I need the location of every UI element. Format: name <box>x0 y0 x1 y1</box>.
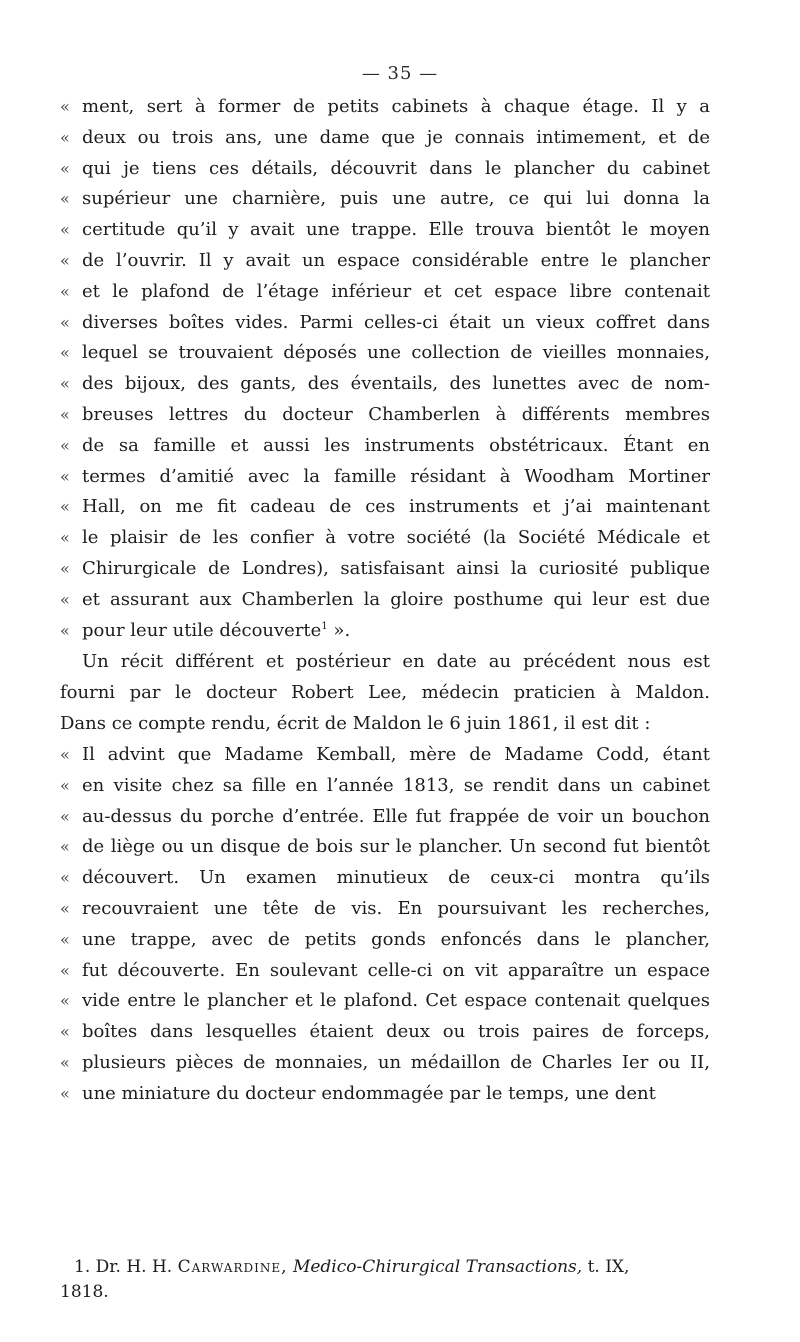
footnote-journal: Medico-Chirurgical Transactions, <box>292 1257 583 1277</box>
body-paragraph <box>60 647 710 739</box>
line-text: une miniature du docteur endommagée par le temps, une dent <box>82 1082 656 1104</box>
quote-mark: « <box>60 127 70 147</box>
quote2-line <box>60 740 710 771</box>
line-text: découvert. Un examen minutieux de ceux-ci montra qu’ils <box>82 867 710 889</box>
quote2-line <box>60 771 710 802</box>
footnote-number: 1. <box>74 1257 91 1277</box>
quote1-line <box>60 431 710 462</box>
line-text: le plaisir de les confier à votre société (la Société Médicale et <box>82 527 710 549</box>
quote1-line <box>60 154 710 185</box>
quote-mark: « <box>60 281 70 301</box>
quote1-line <box>60 585 710 616</box>
line-text: pour leur utile découverte$^1$ ». <box>82 619 351 641</box>
paragraph-line <box>60 709 710 740</box>
line-text: plusieurs pièces de monnaies, un médaillon de Charles Ier ou II, <box>82 1051 710 1073</box>
quote1-line <box>60 246 710 277</box>
line-text: de liège ou un disque de bois sur le plancher. Un second fut bientôt <box>82 836 710 858</box>
footnote-volume: t. IX, <box>587 1257 630 1277</box>
line-text: des bijoux, des gants, des éventails, des lunettes avec de nom- <box>82 373 710 395</box>
line-text: Il advint que Madame Kemball, mère de Madame Codd, étant <box>82 744 710 765</box>
line-text: au-dessus du porche d’entrée. Elle fut frappée de voir un bouchon <box>82 805 710 827</box>
quote2-line <box>60 1079 710 1110</box>
quote2-line <box>60 863 710 894</box>
quote-mark: « <box>60 775 70 795</box>
footnote-line-2 <box>60 1280 710 1305</box>
quote-mark: « <box>60 620 70 640</box>
line-text: supérieur une charnière, puis une autre, ce qui lui donna la <box>82 188 710 210</box>
quote-mark: « <box>60 1052 70 1072</box>
line-text: ment, sert à former de petits cabinets à chaque étage. Il y a <box>82 96 710 117</box>
quote-mark: « <box>60 991 70 1011</box>
quote-mark: « <box>60 960 70 980</box>
line-text: Un récit différent et postérieur en date au précédent nous est <box>82 651 710 672</box>
line-text: recouvraient une tête de vis. En poursuivant les recherches, <box>82 897 710 919</box>
quote2-line <box>60 894 710 925</box>
line-text: boîtes dans lesquelles étaient deux ou trois paires de forceps, <box>82 1021 710 1043</box>
line-text: termes d’amitié avec la famille résidant à Woodham Mortiner <box>82 465 710 487</box>
quote-mark: « <box>60 466 70 486</box>
quote2-line <box>60 956 710 987</box>
paragraph-line <box>60 647 710 678</box>
quote-mark: « <box>60 497 70 517</box>
line-text: diverses boîtes vides. Parmi celles-ci était un vieux coffret dans <box>82 311 710 333</box>
quote1-line <box>60 338 710 369</box>
quote1-line <box>60 462 710 493</box>
line-text: certitude qu’il y avait une trappe. Elle trouva bientôt le moyen <box>82 219 710 241</box>
footnote-line-1 <box>60 1255 710 1280</box>
quote-mark: « <box>60 220 70 240</box>
line-text: breuses lettres du docteur Chamberlen à différents membres <box>82 403 710 425</box>
quote-mark: « <box>60 1022 70 1042</box>
quote-mark: « <box>60 189 70 209</box>
quote-mark: « <box>60 374 70 394</box>
line-text: de l’ouvrir. Il y avait un espace considérable entre le plancher <box>82 249 710 271</box>
quote1-line <box>60 215 710 246</box>
quote-mark: « <box>60 158 70 178</box>
quote2-line <box>60 802 710 833</box>
footnote-marker: 1 <box>321 620 328 632</box>
quote1-line <box>60 492 710 523</box>
line-text: en visite chez sa fille en l’année 1813, se rendit dans un cabinet <box>82 774 710 796</box>
quote-closing: ». <box>327 619 351 641</box>
line-text: et le plafond de l’étage inférieur et cet espace libre contenait <box>82 280 710 302</box>
quote-mark: « <box>60 806 70 826</box>
line-text: Dans ce compte rendu, écrit de Maldon le 6 juin 1861, il est dit : <box>60 712 651 734</box>
line-text: Chirurgicale de Londres), satisfaisant ainsi la curiosité publique <box>82 557 710 579</box>
line-text: fut découverte. En soulevant celle-ci on vit apparaître un espace <box>82 959 710 981</box>
quote1-line <box>60 616 710 647</box>
quote1-line <box>60 400 710 431</box>
line-text: une trappe, avec de petits gonds enfoncés dans le plancher, <box>82 928 710 950</box>
quote-mark: « <box>60 837 70 857</box>
quote2-line <box>60 1017 710 1048</box>
line-text: de sa famille et aussi les instruments obstétricaux. Étant en <box>82 434 710 456</box>
quote1-line <box>60 123 710 154</box>
quote-mark: « <box>60 745 70 764</box>
quote1-line <box>60 92 710 123</box>
line-text: Hall, on me fit cadeau de ces instruments et j’ai maintenant <box>82 496 710 518</box>
quote1-line <box>60 523 710 554</box>
line-text: deux ou trois ans, une dame que je connais intimement, et de <box>82 126 710 148</box>
quote1-line <box>60 554 710 585</box>
quote-mark: « <box>60 312 70 332</box>
quote2-line <box>60 1048 710 1079</box>
quote-mark: « <box>60 558 70 578</box>
quote1-line <box>60 369 710 400</box>
quote-mark: « <box>60 250 70 270</box>
quote-mark: « <box>60 404 70 424</box>
quote1-line <box>60 277 710 308</box>
quote-mark: « <box>60 929 70 949</box>
page-number: — 35 — <box>361 63 439 84</box>
footnote <box>60 1255 710 1305</box>
quote-mark: « <box>60 1083 70 1103</box>
footnote-year: 1818. <box>60 1282 109 1302</box>
line-text: vide entre le plancher et le plafond. Cet espace contenait quelques <box>82 990 710 1012</box>
quote1-line <box>60 308 710 339</box>
quote2-line <box>60 986 710 1017</box>
line-text: et assurant aux Chamberlen la gloire posthume qui leur est due <box>82 588 710 610</box>
footnote-author-name: Carwardine, <box>177 1257 288 1277</box>
quote-mark: « <box>60 343 70 363</box>
footnote-author-prefix: Dr. H. H. <box>95 1257 173 1277</box>
line-text: fourni par le docteur Robert Lee, médecin praticien à Maldon. <box>60 681 710 703</box>
paragraph-line <box>60 678 710 709</box>
quote-mark: « <box>60 528 70 548</box>
quote-mark: « <box>60 589 70 609</box>
quote-mark: « <box>60 868 70 888</box>
quotation-block-2 <box>60 740 710 1110</box>
quote2-line <box>60 832 710 863</box>
quote-mark: « <box>60 97 70 116</box>
quotation-block-1 <box>60 92 710 646</box>
quote1-line <box>60 184 710 215</box>
quote2-line <box>60 925 710 956</box>
quote-mark: « <box>60 898 70 918</box>
quote-mark: « <box>60 435 70 455</box>
line-text: qui je tiens ces détails, découvrit dans le plancher du cabinet <box>82 157 710 179</box>
line-text: lequel se trouvaient déposés une collection de vieilles monnaies, <box>82 342 710 364</box>
